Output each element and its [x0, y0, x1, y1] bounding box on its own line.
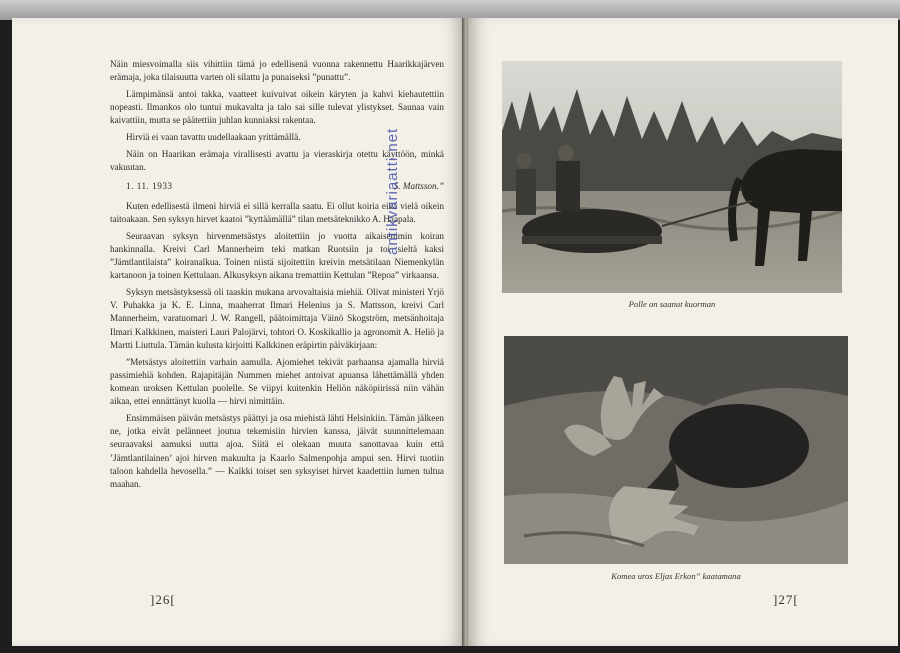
moose-illustration	[504, 336, 848, 564]
paragraph: Kuten edellisestä ilmeni hirviä ei sillä kerralla saatu. Ei ollut koiria eikä vielä oikein taitoakaan. Sen syksyn hirvet kaatoi ”kyttäämällä” tilan metsäteknikko A. Haapala.	[110, 200, 444, 224]
photo-moose	[504, 336, 848, 564]
diary-signature: S. Mattsson.”	[393, 181, 444, 192]
watermark-text: antikvariaatti.net	[384, 127, 401, 255]
paragraph: Ensimmäisen päivän metsästys päättyi ja osa miehistä lähti Helsinkiin. Tämän jälkeen ne, jotka eivät pelänneet joutua tekemisiin hirvien kanssa, jäivät suunnittelemaan seuraavaksi aamuksi uutta ajoa. Siitä ei olekaan muuta sanottavaa kuin että ’Jämtlantilainen’ ajoi hirven makuulta ja Kaarlo Salmenpohja ampui sen. Hirvi tuotiin taloon kahdella hevosella.” — Kaikki toiset sen syksyiset hirvet kaadettiin lumen tultua maahan.	[110, 413, 444, 490]
paragraph: Lämpimänsä antoi takka, vaatteet kuivuivat oikein käryten ja kahvi kiehautettiin nopeasti. Ilmankos olo tuntui mukavalta ja talo sai sille tulevat ylistykset. Saunaa vain kaivattiin, mutta se päätettiin juhlan kunniaksi rakentaa.	[110, 89, 444, 126]
photo-horse-sled	[502, 61, 842, 293]
paragraph: Syksyn metsästyksessä oli taaskin mukana arvovaltaisia miehiä. Olivat ministeri Yrjö V. Puhakka ja K. E. Linna, maaherrat Ilmari Helenius ja S. Mattsson, kreivi Carl Mannerheim, varatuomari J. W. Rangell, päätoimittaja Väinö Skogström, metsänhoitaja Ilmari Kalkkinen, maisteri Lauri Palojärvi, tohtori O. Koskikallio ja agronomit A. Heliö ja Martti Liuttula. Tämän kulusta kirjoitti Kalkkinen eräpirtin päiväkirjaan:	[110, 287, 444, 350]
paragraph: ”Metsästys aloitettiin varhain aamulla. Ajomiehet tekivät parhaansa ajamalla hirviä passimiehiä kohden. Rajapitäjän Nummen miehet antoivat apuansa lähettämällä yhden komean uroksen Kettulan puolelle. Se viipyi kuitenkin Heliön näköpiirissä niin vähän aikaa, ettei ennättänyt kuolla — hirvi nimittäin.	[110, 356, 444, 407]
diary-date: 1. 11. 1933	[126, 181, 173, 192]
paragraph: Näin on Haarikan erämaja virallisesti avattu ja vieraskirja otettu käyttöön, minkä vakuutan.	[110, 149, 444, 173]
caption-bottom: Komea uros Eljas Erkon” kaatamana	[611, 571, 741, 581]
left-page	[12, 18, 464, 646]
right-page	[468, 18, 898, 646]
horse-sled-illustration	[502, 61, 842, 293]
page-number-left: ]26[	[150, 592, 176, 607]
page-number-right: ]27[	[773, 592, 799, 607]
paragraph: Seuraavan syksyn hirvenmetsästys aloitettiin jo vuotta aikaisemmin koiran hankinnalla. Kreivi Carl Mannerheim teki matkan Ruotsiin ja toi sieltä kaksi ”Jämtlantilaista” koiranalkua. Toinen niistä sijoitettiin kreivin metsätilaan Niemenkylän kartanoon ja toinen Kettulaan. Alkusyksyn aikana tremattiin Kettulan ”Repoa” virkaansa.	[110, 230, 444, 281]
left-text-column	[110, 58, 444, 495]
paragraph: Näin miesvoimalla siis vihittiin tämä jo edellisenä vuonna rakennettu Haarikkajärven erämaja, joka tilaisuutta varten oli silattu ja punaiseksi ”punattu”.	[110, 59, 444, 83]
paragraph: Hirviä ei vaan tavattu uudellaakaan yrittämällä.	[126, 132, 301, 143]
scan-top-edge	[0, 0, 900, 20]
caption-top: Polle on saanut kuorman	[628, 299, 716, 309]
